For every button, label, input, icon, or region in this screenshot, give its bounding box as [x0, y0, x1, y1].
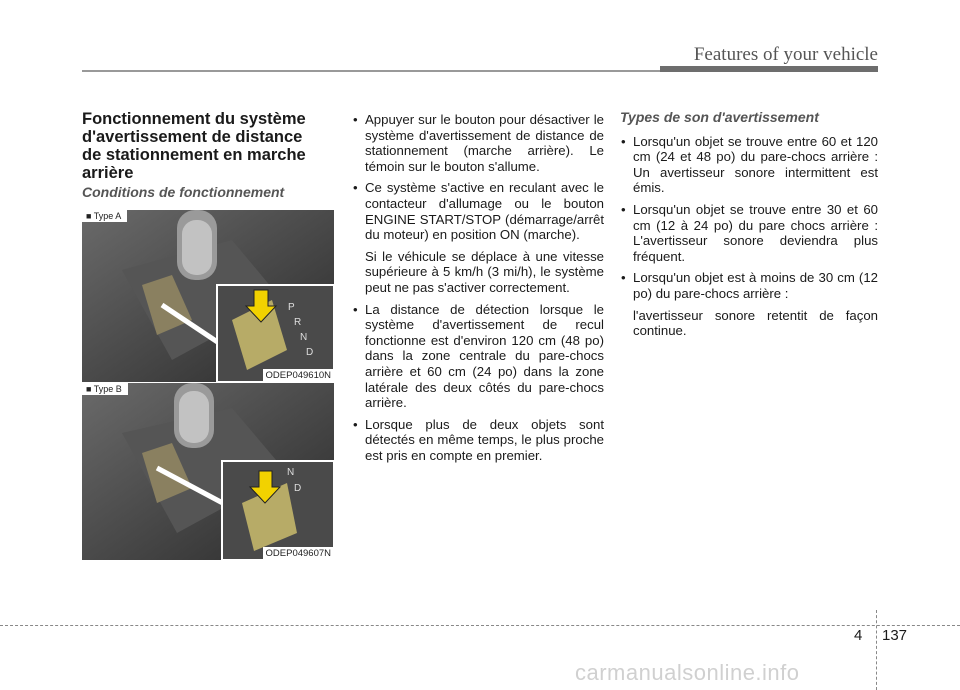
section-title: Fonctionnement du système d'avertissement de distance de stationnement en marche arrière: [82, 110, 306, 182]
subsection-heading: Types de son d'avertissement: [620, 109, 819, 125]
list-item: • Lorsqu'un objet est à moins de 30 cm (12 po) du pare-chocs arrière :: [620, 270, 878, 301]
running-header: Features of your vehicle: [693, 44, 878, 65]
gear-shifter-photo-a: [82, 210, 334, 382]
figure-type-b: [82, 383, 334, 560]
figure-tag: ■ Type B: [82, 383, 128, 395]
list-item: • La distance de détection lorsque le système d'avertissement de recul fonctionne est d'environ 120 cm (48 po) dans la zone centrale du pare-chocs arrière et 60 cm (24 po) dans la zone latérale des deux côtés du pare-chocs arrière.: [352, 302, 604, 411]
footer-rule: [0, 625, 960, 626]
list-item: • Lorsqu'un objet se trouve entre 30 et 60 cm (12 à 24 po) du pare chocs arrière : L'avertisseur sonore deviendra plus fréquent.: [620, 202, 878, 264]
chapter-number: 4: [854, 627, 863, 644]
figure-code: ODEP049607N: [263, 547, 334, 560]
footer-divider: [876, 610, 877, 690]
figure-tag: ■ Type A: [82, 210, 127, 222]
page-number: 137: [882, 627, 908, 644]
svg-text:N: N: [300, 332, 308, 343]
svg-text:D: D: [306, 347, 314, 358]
list-item: • Ce système s'active en reculant avec le contacteur d'allumage ou le bouton ENGINE START/STOP (démarrage/arrêt du moteur) en position ON (marche).: [352, 180, 604, 242]
operation-bullets: [352, 112, 604, 469]
header-rule-accent: [660, 66, 878, 72]
section-subtitle: Conditions de fonctionnement: [82, 184, 285, 200]
figure-type-a: [82, 210, 334, 382]
list-item: • Appuyer sur le bouton pour désactiver le système d'avertissement de distance de stationnement (marche arrière). Le témoin sur le bouton s'allume.: [352, 112, 604, 174]
svg-text:R: R: [294, 317, 302, 328]
list-item: • Lorsque plus de deux objets sont détectés en même temps, le plus proche est pris en compte en premier.: [352, 417, 604, 464]
warning-sound-types: [620, 109, 878, 345]
gear-shifter-photo-b: [82, 383, 334, 560]
svg-text:N: N: [287, 467, 295, 478]
list-item-continuation: Si le véhicule se déplace à une vitesse supérieure à 5 km/h (3 mi/h), le système peut ne pas s'activer correctement.: [365, 248, 604, 295]
list-item: • Lorsqu'un objet se trouve entre 60 et 120 cm (24 et 48 po) du pare-chocs arrière : Un avertisseur sonore intermittent est émis.: [620, 134, 878, 196]
svg-text:D: D: [294, 483, 302, 494]
svg-text:P: P: [288, 302, 295, 313]
watermark: carmanualsonline.info: [575, 660, 800, 685]
list-item-continuation: l'avertisseur sonore retentit de façon continue.: [633, 307, 878, 339]
figure-code: ODEP049610N: [263, 369, 334, 382]
